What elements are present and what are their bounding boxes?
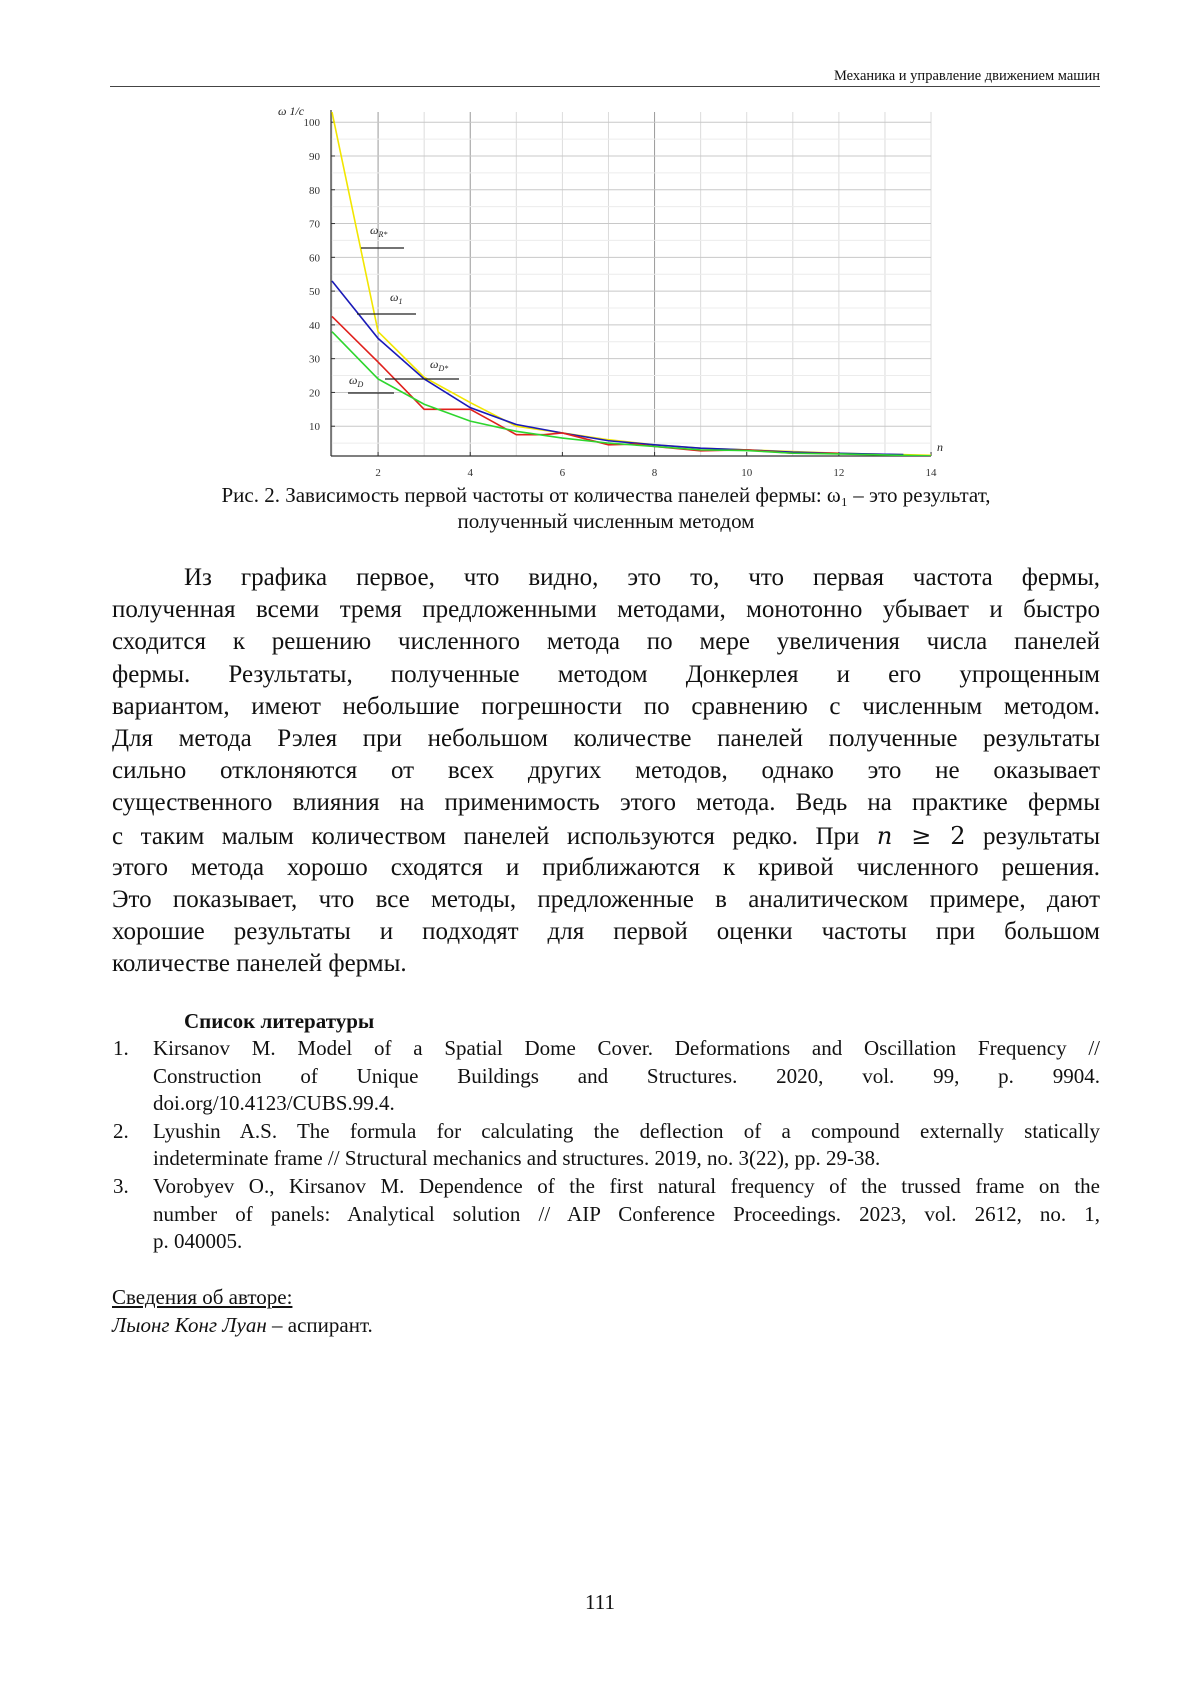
x-tick-label: 12 [833,467,844,479]
figure-caption-line-2: полученный численным методом [112,508,1100,534]
y-tick-label: 30 [309,354,321,366]
page-number: 111 [0,1589,1200,1615]
figure-caption-line-1: Рис. 2. Зависимость первой частоты от количества панелей фермы: ω₁ – это результат, [112,482,1100,508]
series-line-2 [332,316,839,453]
body-text-line: сильно отклоняются от всех других методов, однако это не оказывает [112,755,1100,787]
author-name: Лыонг Конг Луан [112,1313,267,1337]
x-tick-label: 14 [926,467,938,479]
x-tick-label: 4 [467,467,473,479]
y-axis-label: ω 1/c [278,104,305,118]
reference-text-line: p. 040005. [153,1228,1100,1255]
body-text-line [112,820,1100,852]
reference-text-line: Construction of Unique Buildings and Structures. 2020, vol. 99, p. 9904. [153,1063,1100,1090]
chart-series [332,112,931,456]
y-tick-label: 10 [309,421,321,433]
y-tick-label: 50 [309,286,321,298]
series-label-main: ω [390,290,398,304]
reference-text-line: Vorobyev O., Kirsanov M. Dependence of the first natural frequency of the trussed frame on the [153,1173,1100,1200]
series-label-1 [390,290,402,306]
series-line-1 [332,281,903,455]
body-text-line: фермы. Результаты, полученные методом Донкерлея и его упрощенным [112,659,1100,691]
series-label-sub: D* [437,364,448,373]
x-tick-label: 10 [741,467,753,479]
y-tick-label: 90 [309,151,321,163]
reference-text-line: number of panels: Analytical solution // AIP Conference Proceedings. 2023, vol. 2612, no. 1, [153,1201,1100,1228]
series-label-sub: R* [377,230,387,239]
y-tick-label: 20 [309,387,321,399]
body-text-line: сходится к решению численного метода по мере увеличения числа панелей [112,626,1100,658]
author-role: – аспирант. [267,1313,373,1337]
body-text-line: полученная всеми тремя предложенными методами, монотонно убывает и быстро [112,594,1100,626]
chart-grid [331,112,931,456]
reference-text-line: doi.org/10.4123/CUBS.99.4. [153,1090,1100,1117]
x-tick-label: 6 [560,467,566,479]
reference-text-line: indeterminate frame // Structural mechanics and structures. 2019, no. 3(22), pp. 29-38. [153,1145,1100,1172]
body-text-line: Из графика первое, что видно, это то, что первая частота фермы, [184,562,1100,594]
author-info [112,1312,373,1338]
x-tick-label: 2 [375,467,381,479]
body-text-line: вариантом, имеют небольшие погрешности по сравнению с численным методом. [112,691,1100,723]
body-text-line: существенного влияния на применимость этого метода. Ведь на практике фермы [112,787,1100,819]
body-text-segment: с таким малым количеством панелей используются редко. При [112,823,859,850]
author-info-heading: Сведения об авторе: [112,1284,292,1310]
x-axis-label: n [937,440,943,454]
math-inequality: n ≥ 2 [877,822,966,850]
body-text-line: хорошие результаты и подходят для первой оценки частоты при большом [112,916,1100,948]
series-label-main: ω [430,357,438,371]
x-tick-label: 8 [652,467,658,479]
reference-number: 3. [113,1173,129,1200]
body-text-line: Для метода Рэлея при небольшом количестве панелей полученные результаты [112,723,1100,755]
series-label-main: ω [349,373,357,387]
chart-axes [331,110,931,456]
reference-number: 2. [113,1118,129,1145]
series-label-0 [370,223,387,239]
body-text-line: Это показывает, что все методы, предложенные в аналитическом примере, дают [112,884,1100,916]
reference-text-line: Lyushin A.S. The formula for calculating the deflection of a compound externally statically [153,1118,1100,1145]
series-label-main: ω [370,223,378,237]
body-text-segment: результаты [983,823,1100,850]
y-tick-label: 80 [309,185,321,197]
series-label-2 [430,357,448,373]
y-tick-label: 70 [309,219,321,231]
y-tick-label: 100 [304,117,321,129]
body-text-line: количестве панелей фермы. [112,948,1100,980]
header-rule [110,86,1100,87]
series-label-sub: 1 [398,297,402,306]
reference-number: 1. [113,1035,129,1062]
y-tick-label: 60 [309,252,321,264]
reference-text-line: Kirsanov M. Model of a Spatial Dome Cover. Deformations and Oscillation Frequency // [153,1035,1100,1062]
series-line-3 [332,332,931,456]
running-header: Механика и управление движением машин [834,68,1100,85]
frequency-chart [250,95,960,485]
y-tick-label: 40 [309,320,321,332]
body-text-line: этого метода хорошо сходятся и приближаются к кривой численного решения. [112,852,1100,884]
references-heading: Список литературы [184,1008,374,1034]
series-label-sub: D [356,380,363,389]
